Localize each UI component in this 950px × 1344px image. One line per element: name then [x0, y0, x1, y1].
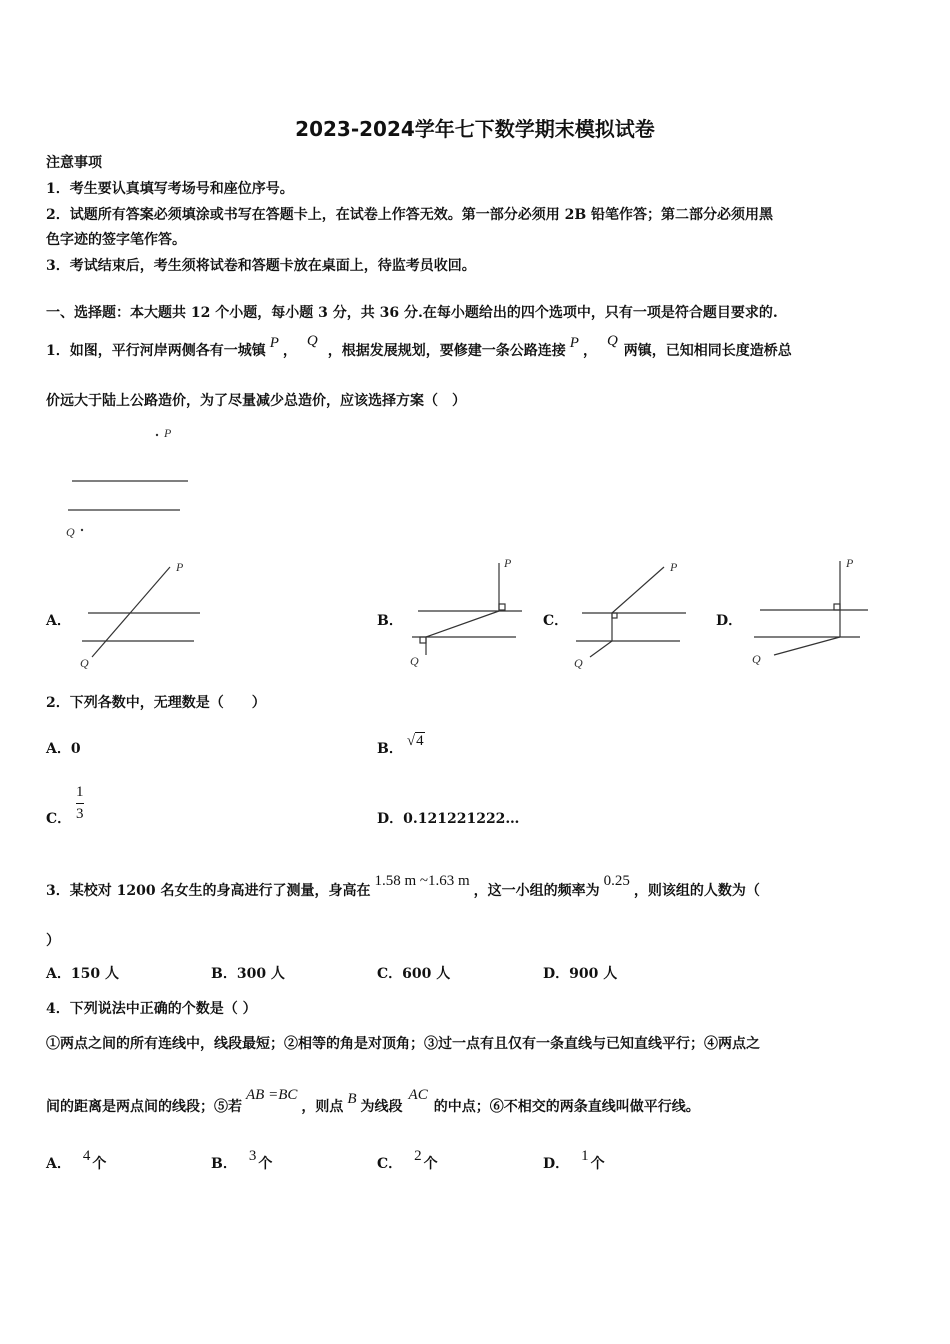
right-angle-mark	[612, 613, 617, 618]
notice-item-2a: 2．试题所有答案必须填涂或书写在答题卡上，在试卷上作答无效。第一部分必须用 2B 铅笔作答；第二部分必须用黑	[46, 207, 774, 223]
label-p: P	[164, 426, 172, 440]
q4-b-label: B．	[211, 1156, 237, 1172]
q3-close: ）	[46, 933, 60, 949]
q1-option-c-label: C．	[543, 613, 569, 629]
q1-option-b-figure	[404, 555, 534, 675]
q4-option-a	[46, 1148, 107, 1173]
right-angle-mark	[834, 604, 840, 610]
q4-a-num: 4	[82, 1148, 91, 1164]
q2-a-value: 0	[70, 741, 81, 757]
q3-option-a: A．150 人	[46, 966, 119, 982]
q2-option-b	[377, 733, 425, 758]
q4-d-num: 1	[581, 1148, 589, 1164]
q4-b-unit: 个	[258, 1156, 273, 1172]
notice-item-3: 3．考试结束后，考生须将试卷和答题卡放在桌面上，待监考员收回。	[46, 258, 476, 274]
q3-text-2: ，这一小组的频率为	[473, 883, 600, 899]
road-line	[774, 637, 840, 655]
q1-main-figure	[58, 425, 198, 545]
q4-text-1: 间的距离是两点间的线段；⑤若	[46, 1099, 242, 1115]
q4-text-4: 的中点；⑥不相交的两条直线叫做平行线。	[433, 1099, 700, 1115]
q4-line1: ①两点之间的所有连线中，线段最短；②相等的角是对顶角；③过一点有且仅有一条直线与已知直线平行；④两点之	[46, 1036, 760, 1052]
road-line-2	[590, 641, 612, 657]
q2-option-c-fraction	[76, 784, 84, 823]
label-q: Q	[80, 656, 89, 670]
q1-option-b-label: B．	[377, 613, 403, 629]
q4-c-num: 2	[414, 1148, 422, 1164]
q4-a-unit: 个	[92, 1156, 107, 1172]
q4-var-ac: AC	[408, 1087, 428, 1103]
section-heading: 一、选择题：本大题共 12 个小题，每小题 3 分，共 36 分.在每小题给出的四个选项中，只有一项是符合题目要求的.	[46, 305, 778, 321]
label-q: Q	[410, 654, 419, 668]
q4-line2	[46, 1087, 700, 1116]
notice-item-2b: 色字迹的签字笔作答。	[46, 232, 186, 248]
q4-stem: 4．下列说法中正确的个数是（ ）	[46, 1001, 257, 1017]
q2-b-label: B．	[377, 741, 403, 757]
q1-var-q: Q	[306, 333, 318, 349]
q3-range: 1.58 m ~1.63 m	[374, 873, 470, 889]
q4-equation: AB =BC	[246, 1087, 298, 1103]
label-q: Q	[66, 525, 75, 539]
q3-option-c: C．600 人	[377, 966, 451, 982]
q4-text-2: ，则点	[301, 1099, 344, 1115]
bridge-line	[426, 611, 499, 637]
right-angle-mark-2	[420, 637, 426, 643]
label-p: P	[176, 560, 184, 574]
q4-d-unit: 个	[590, 1156, 605, 1172]
q1-comma-2: ，	[582, 343, 597, 359]
q2-option-d	[377, 808, 519, 828]
q1-line1	[46, 333, 792, 360]
page-title: 2023-2024学年七下数学期末模拟试卷	[295, 117, 655, 141]
q3-frequency: 0.25	[603, 873, 630, 889]
q1-text-1: 1．如图，平行河岸两侧各有一城镇	[46, 343, 266, 359]
q3-text-1: 3．某校对 1200 名女生的身高进行了测量，身高在	[46, 883, 371, 899]
label-q: Q	[752, 652, 761, 666]
q2-b-value: 4	[416, 733, 424, 749]
q4-c-label: C．	[377, 1156, 403, 1172]
point-q	[81, 529, 83, 531]
notice-heading: 注意事项	[46, 155, 102, 171]
q2-option-a	[46, 738, 81, 758]
fraction-denominator: 3	[76, 806, 84, 822]
radical-icon: √	[406, 733, 416, 749]
q1-var-p: P	[269, 335, 279, 351]
label-q: Q	[574, 656, 583, 670]
point-p	[156, 434, 158, 436]
right-angle-mark	[499, 604, 505, 610]
q3-option-b: B．300 人	[211, 966, 285, 982]
q1-option-d-label: D．	[716, 613, 743, 629]
q1-text-2: ，根据发展规划，要修建一条公路连接	[327, 343, 566, 359]
q2-d-label: D．	[377, 811, 404, 827]
fraction-numerator: 1	[76, 784, 84, 800]
q1-option-a-figure	[70, 555, 210, 675]
q4-option-d	[543, 1148, 605, 1173]
q4-d-label: D．	[543, 1156, 570, 1172]
q4-c-unit: 个	[423, 1156, 438, 1172]
q2-a-label: A．	[46, 741, 71, 757]
q3-line1	[46, 873, 760, 900]
q4-text-3: 为线段	[360, 1099, 403, 1115]
q1-option-a-label: A．	[46, 613, 71, 629]
q4-b-num: 3	[248, 1148, 257, 1164]
q2-option-c-label: C．	[46, 811, 72, 827]
q4-option-c	[377, 1148, 438, 1173]
label-p: P	[846, 556, 854, 570]
q1-comma: ，	[282, 343, 297, 359]
q2-stem: 2．下列各数中，无理数是（ ）	[46, 695, 266, 711]
q3-text-3: ，则该组的人数为（	[633, 883, 760, 899]
q4-var-b: B	[347, 1091, 357, 1107]
q3-option-d: D．900 人	[543, 966, 618, 982]
q4-option-b	[211, 1148, 273, 1173]
label-p: P	[504, 556, 512, 570]
q4-a-label: A．	[46, 1156, 71, 1172]
q1-option-d-figure	[748, 555, 878, 675]
fraction-bar	[76, 803, 84, 804]
q1-option-c-figure	[568, 555, 698, 675]
q1-text-3: 两镇，已知相同长度造桥总	[623, 343, 792, 359]
label-p: P	[670, 560, 678, 574]
q2-d-value: 0.121221222…	[403, 811, 520, 827]
road-line	[92, 567, 170, 657]
q1-var-q-2: Q	[606, 333, 618, 349]
q1-line2: 价远大于陆上公路造价，为了尽量减少总造价，应该选择方案（ ）	[46, 393, 466, 409]
road-line	[612, 567, 664, 613]
q1-var-p-2: P	[569, 335, 579, 351]
notice-item-1: 1．考生要认真填写考场号和座位序号。	[46, 181, 294, 197]
